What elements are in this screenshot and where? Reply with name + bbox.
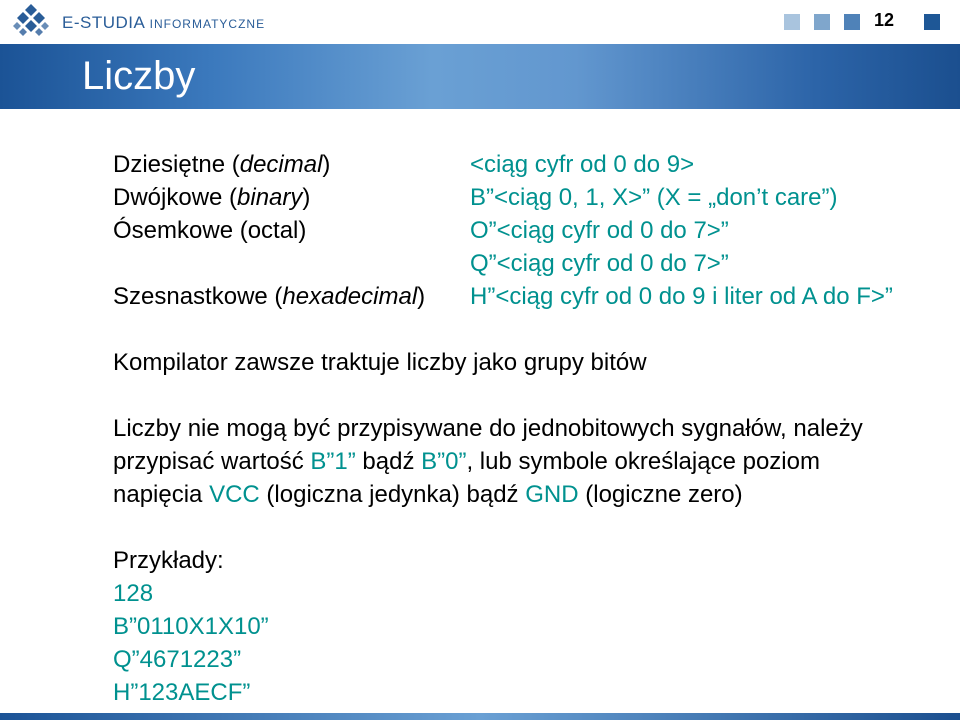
slide-title: Liczby <box>82 54 196 98</box>
base-row-octal-q <box>113 247 953 280</box>
assign-note-line3: napięcia VCC (logiczna jedynka) bądź GND (logiczne zero) <box>113 481 743 508</box>
slide-header <box>0 0 960 44</box>
base-label: Szesnastkowe (hexadecimal) <box>113 283 426 310</box>
example-item: H”123AECF” <box>113 679 251 706</box>
slide-content <box>113 148 953 709</box>
base-value: H”<ciąg cyfr od 0 do 9 i liter od A do F>” <box>470 283 893 310</box>
spacer <box>113 379 953 412</box>
decor-square <box>924 14 940 30</box>
compiler-note: Kompilator zawsze traktuje liczby jako grupy bitów <box>113 349 647 376</box>
base-label: Ósemkowe (octal) <box>113 217 307 244</box>
footer-band <box>0 713 960 720</box>
example-item: B”0110X1X10” <box>113 613 269 640</box>
brand-name <box>62 13 265 33</box>
base-row-hex <box>113 280 953 313</box>
page-number: 12 <box>874 10 895 30</box>
brand-sub: INFORMATYCZNE <box>149 17 266 31</box>
base-value: Q”<ciąg cyfr od 0 do 7>” <box>470 250 729 277</box>
decor-square <box>844 14 860 30</box>
e-studia-logo-icon <box>12 4 50 40</box>
base-value: B”<ciąg 0, 1, X>” (X = „don’t care”) <box>470 184 838 211</box>
base-row-binary <box>113 181 953 214</box>
spacer <box>113 511 953 544</box>
example-item: 128 <box>113 580 154 607</box>
examples-label: Przykłady: <box>113 547 224 574</box>
base-label: Dziesiętne (decimal) <box>113 151 331 178</box>
spacer <box>113 313 953 346</box>
decor-square <box>784 14 800 30</box>
base-label: Dwójkowe (binary) <box>113 184 311 211</box>
base-value: O”<ciąg cyfr od 0 do 7>” <box>470 217 729 244</box>
base-value: <ciąg cyfr od 0 do 9> <box>470 151 695 178</box>
brand-main: E-STUDIA <box>62 13 145 32</box>
decor-square <box>814 14 830 30</box>
assign-note-line1: Liczby nie mogą być przypisywane do jednobitowych sygnałów, należy <box>113 415 863 442</box>
example-item: Q”4671223” <box>113 646 242 673</box>
assign-note-line2: przypisać wartość B”1” bądź B”0”, lub symbole określające poziom <box>113 448 820 475</box>
base-row-decimal <box>113 148 953 181</box>
base-row-octal <box>113 214 953 247</box>
